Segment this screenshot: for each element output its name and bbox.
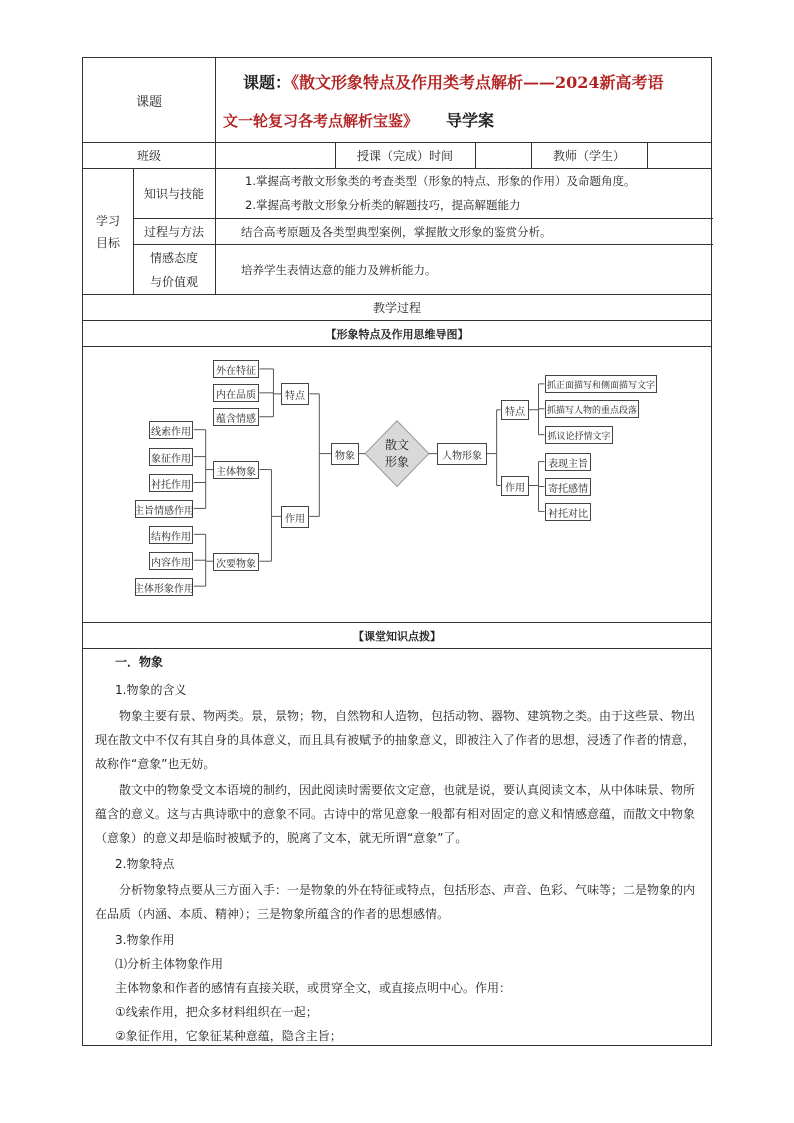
mindmap-feature-item: 蕴含情感 [213, 408, 259, 426]
mindmap-right-feature-item: 抓描写人物的重点段落 [545, 400, 639, 418]
subsection-heading: ⑴分析主体物象作用 [115, 957, 224, 971]
teacher-value [647, 143, 713, 168]
content-body [83, 650, 711, 1048]
mindmap-main-item: 象征作用 [149, 448, 193, 466]
knowledge-title-row [83, 623, 711, 649]
mindmap-center: 散文 形象 [384, 438, 409, 469]
mindmap-secondary-item: 主体形象作用 [135, 578, 193, 596]
page-title-line-2: 文一轮复习各考点解析宝鉴》 导学案 [223, 111, 495, 130]
mindmap-secondary-object: 次要物象 [213, 553, 259, 571]
section-heading: 一．物象 [115, 655, 164, 669]
mindmap-right-function-item: 表现主旨 [545, 453, 591, 471]
paragraph: ①线索作用，把众多材料组织在一起； [115, 1005, 318, 1019]
knowledge-row [133, 169, 713, 219]
class-label: 班级 [136, 149, 161, 163]
paragraph: 分析物象特点要从三方面入手：一是物象的外在特征或特点，包括形态、声音、色彩、气味等；二是物象的内在品质（内涵、本质、精神）；三是物象所蕴含的作者的思想感情。 [95, 883, 696, 921]
emotion-row [133, 245, 713, 295]
paragraph: ②象征作用，它象征某种意蕴，隐含主旨； [115, 1029, 342, 1043]
process-title-row [83, 295, 711, 321]
time-value [475, 143, 531, 168]
mindmap-right-root: 人物形象 [437, 443, 487, 465]
process-title: 教学过程 [372, 301, 421, 315]
mindmap-left-root: 物象 [331, 443, 359, 465]
mindmap-feature-item: 外在特征 [213, 360, 259, 378]
mindmap-right-features: 特点 [501, 400, 529, 420]
class-value [215, 143, 335, 168]
knowledge-text: 1.掌握高考散文形象类的考查类型（形象的特点、形象的作用）及命题角度。 2.掌握高考散文形象分析类的解题技巧，提高解题能力 [245, 174, 636, 212]
goals-block [83, 169, 711, 295]
process-text: 结合高考原题及各类型典型案例，掌握散文形象的鉴赏分析。 [241, 224, 552, 239]
info-row [83, 143, 711, 169]
mindmap-feature-item: 内在品质 [213, 384, 259, 402]
knowledge-title: 【课堂知识点拨】 [353, 629, 441, 643]
paragraph: 主体物象和作者的感情有直接关联，或贯穿全文，或直接点明中心。作用： [115, 981, 512, 995]
teacher-label: 教师（学生） [552, 149, 625, 163]
topic-label: 课题 [135, 94, 162, 110]
page-title: 课题：《散文形象特点及作用类考点解析——2024新高考语 [243, 73, 664, 92]
mindmap-main-item: 线索作用 [149, 421, 193, 439]
mindmap-left-functions: 作用 [281, 506, 309, 528]
mindmap-title: 【形象特点及作用思维导图】 [325, 327, 469, 341]
paragraph: 散文中的物象受文本语境的制约，因此阅读时需要依文定意，也就是说，要认真阅读文本，从中体味景、物所蕴含的意义。这与古典诗歌中的意象不同。古诗中的常见意象一般都有相对固定的意义和情感意蕴，而散文中物象（意象）的意义却是临时被赋予的，脱离了文本，就无所谓“意象”了。 [95, 783, 696, 845]
mindmap-right-feature-item: 抓正面描写和侧面描写文字 [545, 375, 657, 393]
subsection-heading: 1.物象的含义 [115, 683, 187, 697]
subsection-heading: 2.物象特点 [115, 857, 175, 871]
time-label: 授课（完成）时间 [356, 149, 453, 163]
emotion-text: 培养学生表情达意的能力及辨析能力。 [241, 263, 437, 277]
mindmap-main-object: 主体物象 [213, 461, 259, 479]
process-row [133, 219, 713, 245]
mindmap-title-row [83, 321, 711, 347]
process-label: 过程与方法 [143, 225, 204, 239]
goals-label: 学习 目标 [95, 213, 120, 250]
mindmap-main-item: 衬托作用 [149, 474, 193, 492]
mindmap-right-functions: 作用 [501, 476, 529, 496]
mindmap-secondary-item: 结构作用 [149, 526, 193, 544]
subsection-heading: 3.物象作用 [115, 933, 175, 947]
mindmap-secondary-item: 内容作用 [149, 552, 193, 570]
mindmap-right-feature-item: 抓议论抒情文字 [545, 426, 613, 444]
emotion-label: 情感态度 与价值观 [149, 251, 198, 289]
title-row [83, 58, 711, 143]
lesson-plan-table [82, 57, 712, 1046]
mindmap-left-features: 特点 [281, 383, 309, 405]
mindmap-right-function-item: 衬托对比 [545, 503, 591, 521]
paragraph: 物象主要有景、物两类。景，景物；物，自然物和人造物，包括动物、器物、建筑物之类。由于这些景、物出现在散文中不仅有其自身的具体意义，而且具有被赋予的抽象意义，即被注入了作者的思想，浸透了作者的情意，故称作“意象”也无妨。 [95, 709, 696, 771]
mindmap-main-item: 主旨情感作用 [135, 500, 193, 518]
mindmap-row [83, 347, 711, 623]
knowledge-label: 知识与技能 [143, 187, 204, 201]
mindmap-right-function-item: 寄托感情 [545, 478, 591, 496]
